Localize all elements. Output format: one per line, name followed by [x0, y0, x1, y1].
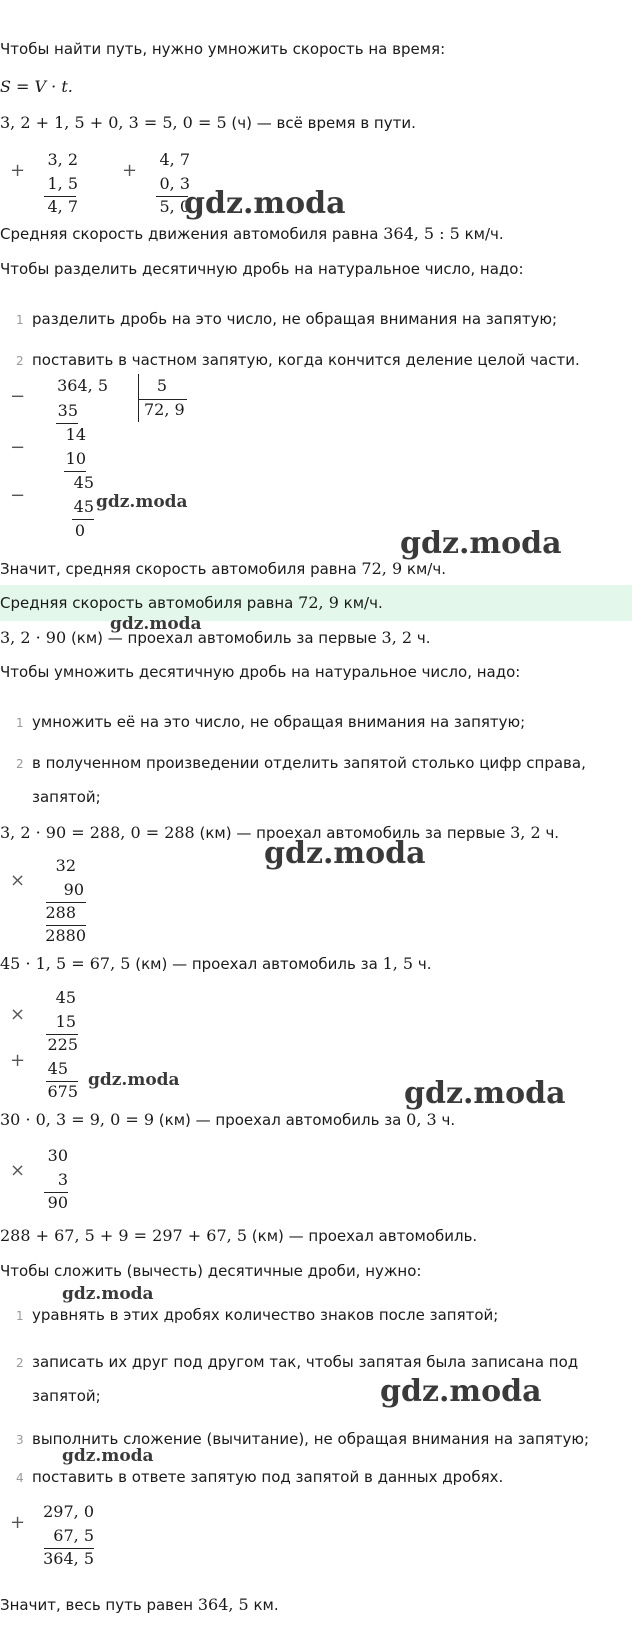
- calc1-math: 3, 2 · 90 = 288, 0 = 288: [0, 823, 195, 842]
- list-item: разделить дробь на это число, не обращая внимания на запятую;: [32, 310, 558, 328]
- speed-pre: Средняя скорость движения автомобиля равна: [0, 225, 379, 243]
- calc2-line: [0, 954, 432, 973]
- list-item-continuation: запятой;: [32, 1387, 101, 1405]
- mul2-row: 45: [55, 988, 76, 1007]
- s2-line1-unit: ч.: [416, 629, 431, 647]
- sum-text: (км) — проехал автомобиль.: [251, 1227, 478, 1245]
- calc2-math: 45 · 1, 5 = 67, 5: [0, 954, 131, 973]
- division-step: 0: [74, 521, 86, 540]
- division-step: 45: [73, 473, 94, 492]
- time-text: — всё время в пути.: [256, 114, 416, 132]
- formula: S = V · t.: [0, 77, 73, 96]
- rule-intro: Чтобы умножить десятичную дробь на натуральное число, надо:: [0, 663, 521, 681]
- calc1-math2: 3, 2: [510, 823, 541, 842]
- minus-sign: −: [10, 485, 26, 506]
- mul3-result: 90: [47, 1193, 68, 1212]
- final-math: 364, 5: [197, 1595, 249, 1614]
- time-math: 3, 2 + 1, 5 + 0, 3 = 5, 0 = 5: [0, 113, 227, 132]
- calc3-line: [0, 1110, 455, 1129]
- list-number: 1: [16, 313, 24, 327]
- watermark: gdz.moda: [96, 492, 188, 512]
- division-step: 10: [65, 449, 86, 468]
- conclusion-pre: Значит, средняя скорость автомобиля равна: [0, 560, 357, 578]
- list-number: 2: [16, 757, 24, 771]
- answer-unit: км/ч.: [343, 594, 383, 612]
- add2-result: 5, 0: [159, 197, 190, 216]
- mul2-result: 675: [47, 1082, 78, 1101]
- division-bar: [138, 374, 139, 422]
- watermark: gdz.moda: [184, 186, 346, 221]
- list-item: уравнять в этих дробях количество знаков после запятой;: [32, 1306, 499, 1324]
- sum-math: 288 + 67, 5 + 9 = 297 + 67, 5: [0, 1226, 247, 1245]
- calc3-math2: 0, 3: [406, 1110, 437, 1129]
- step-rule: [64, 471, 86, 472]
- minus-sign: −: [10, 386, 26, 407]
- mul3-row: 30: [47, 1146, 68, 1165]
- times-sign: ×: [10, 1004, 26, 1025]
- list-number: 2: [16, 1356, 24, 1370]
- mul2-row: 45: [47, 1059, 68, 1078]
- rule-intro: Чтобы сложить (вычесть) десятичные дроби, нужно:: [0, 1262, 422, 1280]
- list-number: 1: [16, 1309, 24, 1323]
- list-item-continuation: запятой;: [32, 788, 101, 806]
- add2-row1: 4, 7: [159, 150, 190, 169]
- divisor: 5: [156, 376, 168, 395]
- division-step: 14: [65, 425, 86, 444]
- final-pre: Значит, весь путь равен: [0, 1596, 194, 1614]
- answer-pre: Средняя скорость автомобиля равна: [0, 594, 294, 612]
- add3-result: 364, 5: [43, 1549, 94, 1568]
- speed-unit: км/ч.: [464, 225, 504, 243]
- s2-line1-math2: 3, 2: [381, 628, 413, 647]
- watermark: gdz.moda: [400, 526, 562, 561]
- watermark: gdz.moda: [404, 1076, 566, 1111]
- s2-line1: [0, 628, 431, 647]
- watermark: gdz.moda: [110, 614, 202, 634]
- answer-line: [0, 593, 383, 612]
- add1-row2: 1, 5: [47, 174, 78, 193]
- list-number: 3: [16, 1433, 24, 1447]
- conclusion-unit: км/ч.: [406, 560, 446, 578]
- plus-sign: +: [10, 1512, 26, 1533]
- list-item: поставить в ответе запятую под запятой в данных дробях.: [32, 1468, 504, 1486]
- time-unit: (ч): [231, 114, 252, 132]
- add1-row1: 3, 2: [47, 150, 78, 169]
- speed-math: 364, 5 : 5: [383, 224, 460, 243]
- division-step: 35: [57, 401, 78, 420]
- add3-row: 297, 0: [43, 1502, 94, 1521]
- add2-row2: 0, 3: [159, 174, 190, 193]
- conclusion-math: 72, 9: [361, 559, 403, 578]
- list-number: 2: [16, 354, 24, 368]
- sum-line: [0, 1226, 477, 1245]
- list-item: в полученном произведении отделить запятой столько цифр справа,: [32, 754, 586, 772]
- answer-math: 72, 9: [298, 593, 339, 612]
- final-line: [0, 1595, 279, 1614]
- watermark: gdz.moda: [264, 836, 426, 871]
- calc2-unit: ч.: [417, 955, 432, 973]
- list-item: выполнить сложение (вычитание), не обращая внимания на запятую;: [32, 1430, 590, 1448]
- add1-result: 4, 7: [47, 197, 78, 216]
- calc3-unit: ч.: [441, 1111, 456, 1129]
- mul2-row: 15: [55, 1012, 76, 1031]
- calc2-math2: 1, 5: [382, 954, 414, 973]
- speed-line: [0, 224, 504, 243]
- mul1-row: 90: [63, 880, 84, 899]
- rule-intro: Чтобы разделить десятичную дробь на натуральное число, надо:: [0, 260, 524, 278]
- step-rule: [72, 519, 94, 520]
- calc1-unit: ч.: [545, 824, 560, 842]
- mul1-row: 32: [55, 856, 76, 875]
- mul3-row: 3: [57, 1170, 68, 1189]
- calc2-text: (км) — проехал автомобиль за: [135, 955, 378, 973]
- plus-sign: +: [10, 1050, 26, 1071]
- mul1-row: 288: [45, 903, 76, 922]
- list-item: поставить в частном запятую, когда кончится деление целой части.: [32, 351, 580, 369]
- calc3-math: 30 · 0, 3 = 9, 0 = 9: [0, 1110, 155, 1129]
- step-rule: [56, 423, 78, 424]
- add3-row: 67, 5: [53, 1526, 94, 1545]
- calc3-text: (км) — проехал автомобиль за: [158, 1111, 402, 1129]
- list-number: 4: [16, 1471, 24, 1485]
- watermark: gdz.moda: [88, 1070, 180, 1090]
- minus-sign: −: [10, 437, 26, 458]
- plus-sign: +: [122, 160, 138, 181]
- conclusion-line: [0, 559, 446, 578]
- dividend: 364, 5: [57, 376, 108, 395]
- watermark: gdz.moda: [62, 1284, 154, 1304]
- final-unit: км.: [253, 1596, 279, 1614]
- s2-line1-math: 3, 2 · 90: [0, 628, 67, 647]
- watermark: gdz.moda: [380, 1374, 542, 1409]
- list-number: 1: [16, 716, 24, 730]
- calc1-text: (км) — проехал автомобиль за первые: [199, 824, 506, 842]
- mul1-result: 2880: [45, 926, 86, 945]
- division-step: 45: [73, 497, 94, 516]
- times-sign: ×: [10, 1160, 26, 1181]
- quotient: 72, 9: [144, 400, 185, 419]
- mul2-row: 225: [47, 1035, 78, 1054]
- intro-text: Чтобы найти путь, нужно умножить скорость на время:: [0, 40, 446, 58]
- s2-line1-text: (км) — проехал автомобиль за первые: [70, 629, 377, 647]
- times-sign: ×: [10, 870, 26, 891]
- list-item: записать их друг под другом так, чтобы запятая была записана под: [32, 1353, 579, 1371]
- time-line: [0, 113, 416, 132]
- plus-sign: +: [10, 160, 26, 181]
- watermark: gdz.moda: [62, 1446, 154, 1466]
- list-item: умножить её на это число, не обращая внимания на запятую;: [32, 713, 526, 731]
